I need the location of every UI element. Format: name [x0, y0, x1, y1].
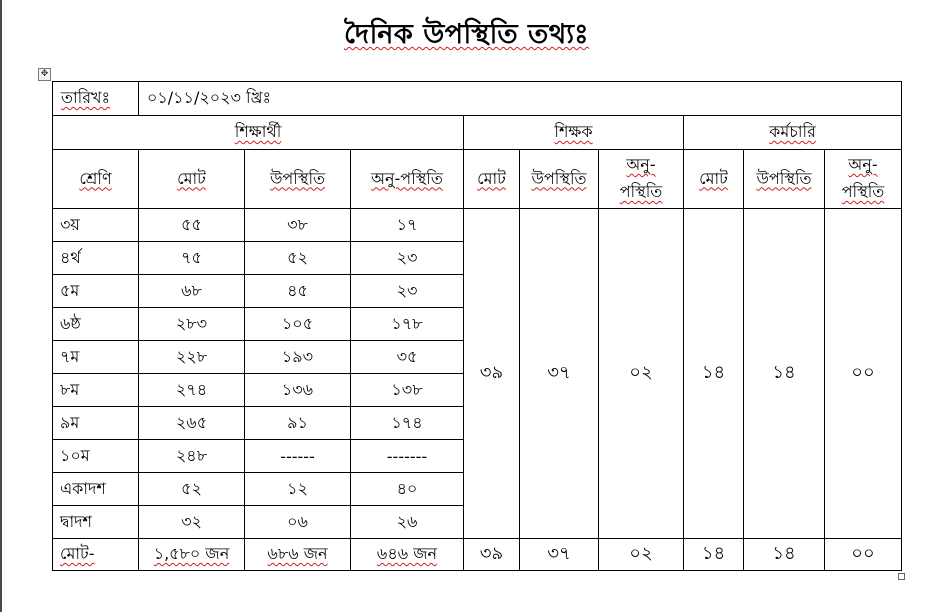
date-value-cell: ০১/১১/২০২৩ খ্রিঃ: [139, 82, 902, 116]
student-absent-cell: ২৩: [351, 242, 464, 275]
student-absent-cell: ১৭৮: [351, 308, 464, 341]
window-edge: [0, 0, 2, 612]
student-total-cell: ২২৮: [139, 341, 245, 374]
class-cell: একাদশ: [53, 473, 139, 506]
teacher-present-cell: ৩৭: [520, 209, 599, 539]
student-present-cell: ০৬: [245, 506, 351, 539]
page-title: দৈনিক উপস্থিতি তথ্যঃ: [343, 19, 590, 50]
student-total-cell: ২৪৮: [139, 440, 245, 473]
class-cell: ৯ম: [53, 407, 139, 440]
student-total-cell: ২৬৫: [139, 407, 245, 440]
student-absent-cell: ২৬: [351, 506, 464, 539]
student-present-cell: ------: [245, 440, 351, 473]
header-staff-absent: অনু- পস্থিতি: [825, 150, 902, 209]
student-present-cell: ১২: [245, 473, 351, 506]
header-teacher-present: উপস্থিতি: [520, 150, 599, 209]
student-absent-cell: ১৩৮: [351, 374, 464, 407]
student-absent-cell: ১৭৪: [351, 407, 464, 440]
student-total-cell: ৫৫: [139, 209, 245, 242]
sub-header-row: [53, 150, 902, 209]
header-teacher-total: মোট: [464, 150, 520, 209]
header-class: শ্রেণি: [53, 150, 139, 209]
class-cell: ৮ম: [53, 374, 139, 407]
student-total-cell: ৭৫: [139, 242, 245, 275]
staff-present-cell: ১৪: [744, 209, 825, 539]
totals-student-total-cell: ১,৫৮০ জন: [139, 539, 245, 571]
staff-total-cell: ১৪: [684, 209, 744, 539]
header-staff-total: মোট: [684, 150, 744, 209]
totals-teacher-absent-cell: ০২: [599, 539, 684, 571]
header-student-total: মোট: [139, 150, 245, 209]
staff-group-header: কর্মচারি: [684, 116, 902, 150]
class-cell: ৬ষ্ঠ: [53, 308, 139, 341]
totals-teacher-present-cell: ৩৭: [520, 539, 599, 571]
table-resize-handle[interactable]: [898, 573, 905, 580]
totals-staff-total-cell: ১৪: [684, 539, 744, 571]
date-label-cell: তারিখঃ: [53, 82, 139, 116]
teacher-absent-cell: ০২: [599, 209, 684, 539]
student-present-cell: ৫২: [245, 242, 351, 275]
totals-label-cell: মোট-: [53, 539, 139, 571]
student-present-cell: ৪৫: [245, 275, 351, 308]
attendance-table: [52, 81, 902, 571]
student-present-cell: ৩৮: [245, 209, 351, 242]
class-cell: ৭ম: [53, 341, 139, 374]
header-staff-present: উপস্থিতি: [744, 150, 825, 209]
student-absent-cell: ৩৫: [351, 341, 464, 374]
totals-teacher-total-cell: ৩৯: [464, 539, 520, 571]
student-total-cell: ৩২: [139, 506, 245, 539]
student-present-cell: ৯১: [245, 407, 351, 440]
header-student-absent: অনু-পস্থিতি: [351, 150, 464, 209]
student-total-cell: ২৮৩: [139, 308, 245, 341]
table-row: [53, 209, 902, 242]
table-move-handle-icon[interactable]: ✥: [38, 68, 51, 81]
totals-student-absent-cell: ৬৪৬ জন: [351, 539, 464, 571]
group-header-row: [53, 116, 902, 150]
class-cell: ৫ম: [53, 275, 139, 308]
class-cell: ৩য়: [53, 209, 139, 242]
header-student-present: উপস্থিতি: [245, 150, 351, 209]
student-absent-cell: -------: [351, 440, 464, 473]
student-present-cell: ১৯৩: [245, 341, 351, 374]
teacher-total-cell: ৩৯: [464, 209, 520, 539]
student-total-cell: ৫২: [139, 473, 245, 506]
teachers-group-header: শিক্ষক: [464, 116, 684, 150]
date-row: [53, 82, 902, 116]
student-total-cell: ৬৮: [139, 275, 245, 308]
totals-row: [53, 539, 902, 571]
student-absent-cell: ১৭: [351, 209, 464, 242]
class-cell: ১০ম: [53, 440, 139, 473]
class-cell: দ্বাদশ: [53, 506, 139, 539]
totals-staff-absent-cell: ০০: [825, 539, 902, 571]
totals-staff-present-cell: ১৪: [744, 539, 825, 571]
staff-absent-cell: ০০: [825, 209, 902, 539]
class-cell: ৪র্থ: [53, 242, 139, 275]
student-absent-cell: ৪০: [351, 473, 464, 506]
student-absent-cell: ২৩: [351, 275, 464, 308]
student-present-cell: ১৩৬: [245, 374, 351, 407]
totals-student-present-cell: ৬৮৬ জন: [245, 539, 351, 571]
students-group-header: শিক্ষার্থী: [53, 116, 464, 150]
header-teacher-absent: অনু- পস্থিতি: [599, 150, 684, 209]
student-total-cell: ২৭৪: [139, 374, 245, 407]
student-present-cell: ১০৫: [245, 308, 351, 341]
